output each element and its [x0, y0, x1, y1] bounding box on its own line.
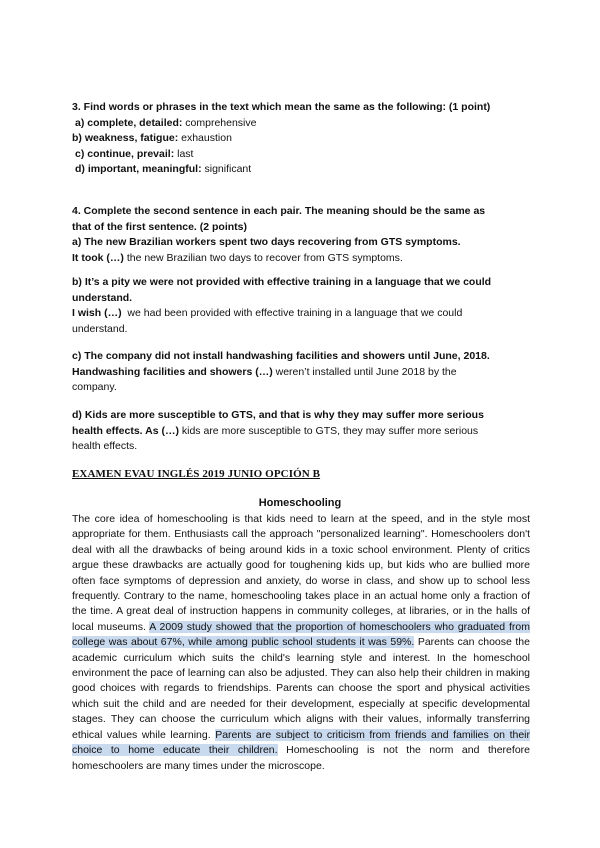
- article-text-2: Parents can choose the academic curriculum which suits the child's learning style and interest. In the homeschool environment the pace of learning can also be adjusted. They can also help their children in making good choices with regards to friendships. Parents can choose the sport and physical activities which suit the child and are needed for their development, especially at specific developmental stages. They can choose the curriculum which aligns with their values, informally transferring ethical values while learning.: [72, 636, 530, 741]
- q4-a-prompt: a) The new Brazilian workers spent two days recovering from GTS symptoms.: [72, 236, 461, 248]
- q4-c-answer: Handwashing facilities and showers (…) weren’t installed until June 2018 by the: [72, 365, 457, 378]
- question-4: [72, 204, 532, 266]
- q4-d-answer-cont: health effects.: [72, 440, 138, 452]
- q4-b-prompt: b) It’s a pity we were not provided with effective training in a language that we could: [72, 276, 492, 288]
- q4-b-answer-cont: understand.: [72, 322, 128, 335]
- q4-c-answer-cont: company.: [72, 381, 117, 393]
- q3-item-b: b) weakness, fatigue: exhaustion: [72, 132, 232, 144]
- section-title: EXAMEN EVAU INGLÉS 2019 JUNIO OPCIÓN B: [72, 468, 321, 480]
- question-4-heading: 4. Complete the second sentence in each pair. The meaning should be the same as: [72, 205, 486, 217]
- q4-d-answer: health effects. As (…) kids are more susceptible to GTS, they may suffer more serious: [72, 424, 479, 437]
- highlighted-text-2: Parents are subject to criticism from friends and families on their choice to home educate their children.: [72, 728, 531, 757]
- question-3-heading: 3. Find words or phrases in the text which mean the same as the following: (1 point): [72, 101, 491, 113]
- q3-item-a: a) complete, detailed: comprehensive: [75, 116, 257, 129]
- question-4-heading-cont: that of the first sentence. (2 points): [72, 220, 248, 233]
- q4-c: [72, 349, 532, 396]
- q4-b-answer: I wish (…) we had been provided with effective training in a language that we could: [72, 307, 463, 319]
- q4-d-prompt: d) Kids are more susceptible to GTS, and that is why they may suffer more serious: [72, 409, 484, 421]
- article-text-1: The core idea of homeschooling is that kids need to learn at the speed, and in the style most appropriate for them. Enthusiasts call the approach "personalized learning". Homeschoolers don't deal with all the drawbacks of being around kids in a toxic school environment. Plenty of critics argue these drawbacks are actually good for toughening kids up, but kids who are bullied more often face symptoms of depression and anxiety, do worse in class, and show up to school less frequently. Contrary to the name, homeschooling takes place in an actual home only a fraction of the time. A great deal of instruction happens in community colleges, at libraries, or in the halls of local museums.: [72, 513, 530, 633]
- q4-c-prompt: c) The company did not install handwashing facilities and showers until June, 2018.: [72, 350, 490, 362]
- q4-b: [72, 275, 532, 337]
- q4-a-answer: It took (…) the new Brazilian two days to recover from GTS symptoms.: [72, 251, 403, 264]
- question-3: [72, 100, 532, 178]
- q3-item-c: c) continue, prevail: last: [75, 147, 194, 160]
- article-body: [72, 512, 530, 774]
- article-text-3: Homeschooling is not the norm and therefore homeschoolers are many times under the microscope.: [72, 744, 530, 772]
- q4-b-prompt-cont: understand.: [72, 291, 133, 304]
- q4-d: [72, 408, 532, 455]
- highlighted-text-1: A 2009 study showed that the proportion of homeschoolers who graduated from college was about 67%, while among public school students it was 59%.: [72, 620, 530, 649]
- q3-item-d: d) important, meaningful: significant: [75, 163, 252, 175]
- article-title: Homeschooling: [258, 497, 342, 509]
